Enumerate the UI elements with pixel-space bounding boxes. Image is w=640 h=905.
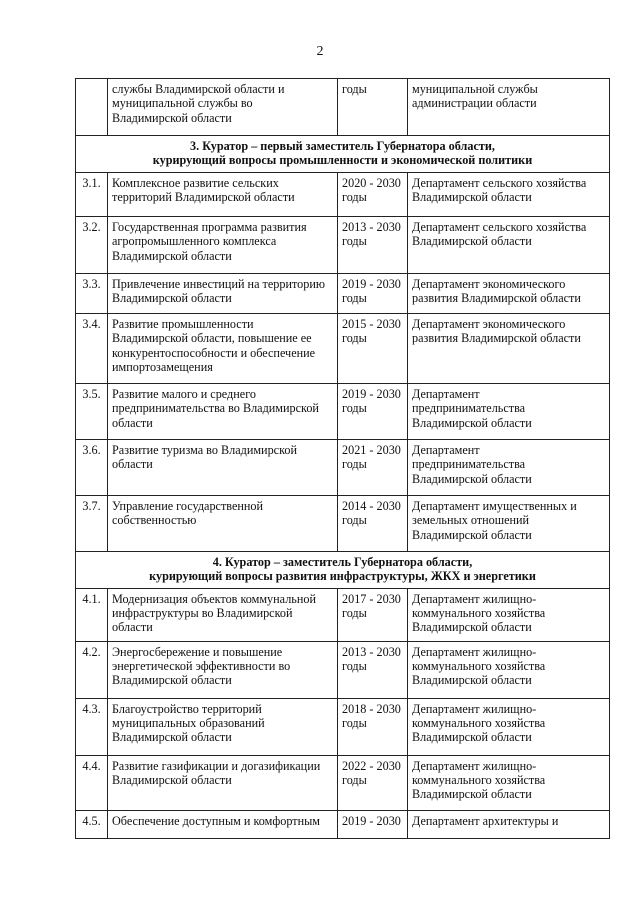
table-row [76, 383, 610, 439]
cell-line: предпринимательства во Владимирской [112, 401, 319, 416]
program-name [108, 216, 338, 273]
table-row [76, 755, 610, 810]
cell-line: Департамент архитектуры и [412, 813, 559, 828]
program-name [108, 313, 338, 383]
cell-line: собственностью [112, 513, 197, 528]
responsible-department [408, 273, 610, 313]
cell-line: Владимирской области [412, 471, 532, 486]
cell-line: администрации области [412, 96, 537, 111]
responsible-department [408, 216, 610, 273]
cell-line: энергетической эффективности во [112, 659, 291, 674]
cell-line: Департамент жилищно- [412, 701, 537, 716]
cell-line: Развитие промышленности [112, 316, 254, 331]
cell-line: Развитие малого и среднего [112, 386, 256, 401]
cell-line: 4. Куратор – заместитель Губернатора области, [212, 554, 473, 569]
cell-line: 2013 - 2030 [342, 219, 401, 234]
program-name [108, 273, 338, 313]
responsible-department [408, 810, 610, 838]
cell-line: Владимирской области [112, 773, 232, 788]
table-row [76, 79, 610, 136]
row-number: 4.5. [76, 810, 108, 838]
cell-line: годы [342, 190, 367, 205]
program-years [338, 698, 408, 755]
program-years [338, 79, 408, 136]
cell-line: области [112, 415, 153, 430]
program-name [108, 810, 338, 838]
cell-line: 2019 - 2030 [342, 386, 401, 401]
cell-line: Развитие газификации и догазификации [112, 758, 321, 773]
table-row [76, 588, 610, 641]
cell-line: территорий Владимирской области [112, 190, 295, 205]
table-row [76, 172, 610, 216]
program-name [108, 439, 338, 495]
cell-line: Департамент экономического [412, 276, 566, 291]
cell-line: Владимирской области [412, 234, 532, 249]
cell-line: годы [342, 716, 367, 731]
section-title [76, 136, 610, 173]
cell-line: Департамент жилищно- [412, 591, 537, 606]
cell-line: инфраструктуры во Владимирской [112, 606, 293, 621]
responsible-department [408, 698, 610, 755]
program-name [108, 495, 338, 551]
cell-line: службы Владимирской области и [112, 82, 285, 96]
cell-line: коммунального хозяйства [412, 606, 546, 621]
table-row [76, 641, 610, 698]
cell-line: годы [342, 659, 367, 674]
cell-line: Владимирской области [112, 291, 232, 306]
cell-line: импортозамещения [112, 360, 213, 375]
cell-line: 2015 - 2030 [342, 316, 401, 331]
cell-line: Департамент сельского хозяйства [412, 175, 587, 190]
cell-line: коммунального хозяйства [412, 773, 546, 788]
cell-line: годы [342, 291, 367, 306]
cell-line: Владимирской области [412, 415, 532, 430]
cell-line: 2022 - 2030 [342, 758, 401, 773]
row-number: 3.1. [76, 172, 108, 216]
cell-line: 2019 - 2030 [342, 813, 401, 828]
cell-line: Департамент экономического [412, 316, 566, 331]
programs-table [75, 78, 610, 839]
cell-line: курирующий вопросы развития инфраструктуры, ЖКХ и энергетики [149, 569, 536, 584]
cell-line: Департамент сельского хозяйства [412, 219, 587, 234]
cell-line: Модернизация объектов коммунальной [112, 591, 316, 606]
cell-line: 2020 - 2030 [342, 175, 401, 190]
program-name [108, 383, 338, 439]
cell-line: области [112, 620, 153, 635]
cell-line: Владимирской области [412, 673, 532, 688]
program-name [108, 641, 338, 698]
cell-line: 2014 - 2030 [342, 498, 401, 513]
table-row [76, 810, 610, 838]
cell-line: Обеспечение доступным и комфортным [112, 813, 321, 828]
section-header-row [76, 551, 610, 588]
table-row [76, 698, 610, 755]
program-years [338, 383, 408, 439]
program-years [338, 172, 408, 216]
cell-line: Департамент [412, 386, 480, 401]
cell-line: Владимирской области [112, 730, 232, 745]
cell-line: Владимирской области, повышение ее [112, 331, 312, 346]
section-header-row [76, 136, 610, 173]
program-years [338, 495, 408, 551]
cell-line: муниципальных образований [112, 716, 265, 731]
cell-line: Государственная программа развития [112, 219, 307, 234]
section-title [76, 551, 610, 588]
cell-line: годы [342, 606, 367, 621]
cell-line: Владимирской области [412, 527, 532, 542]
row-number: 3.6. [76, 439, 108, 495]
cell-line: агропромышленного комплекса [112, 234, 277, 249]
row-number: 4.4. [76, 755, 108, 810]
program-years [338, 273, 408, 313]
cell-line: Владимирской области [112, 110, 232, 125]
cell-line: 2018 - 2030 [342, 701, 401, 716]
cell-line: 2019 - 2030 [342, 276, 401, 291]
program-years [338, 755, 408, 810]
cell-line: 3. Куратор – первый заместитель Губернатора области, [190, 139, 495, 153]
cell-line: муниципальной службы [412, 82, 538, 96]
cell-line: коммунального хозяйства [412, 659, 546, 674]
responsible-department [408, 439, 610, 495]
row-number: 4.1. [76, 588, 108, 641]
program-name [108, 79, 338, 136]
row-number: 3.5. [76, 383, 108, 439]
row-number: 3.4. [76, 313, 108, 383]
responsible-department [408, 172, 610, 216]
cell-line: Департамент жилищно- [412, 758, 537, 773]
cell-line: Благоустройство территорий [112, 701, 262, 716]
cell-line: Департамент имущественных и [412, 498, 577, 513]
cell-line: Владимирской области [412, 787, 532, 802]
cell-line: развития Владимирской области [412, 331, 581, 346]
cell-line: муниципальной службы во [112, 96, 253, 111]
table-row [76, 273, 610, 313]
cell-line: годы [342, 82, 367, 96]
program-name [108, 172, 338, 216]
cell-line: конкурентоспособности и обеспечение [112, 345, 316, 360]
cell-line: Департамент жилищно- [412, 644, 537, 659]
responsible-department [408, 383, 610, 439]
row-number: 3.2. [76, 216, 108, 273]
cell-line: Департамент [412, 442, 480, 457]
program-name [108, 588, 338, 641]
cell-line: годы [342, 513, 367, 528]
cell-line: Энергосбережение и повышение [112, 644, 283, 659]
cell-line: Владимирской области [412, 730, 532, 745]
cell-line: Управление государственной [112, 498, 264, 513]
cell-line: предпринимательства [412, 457, 526, 472]
cell-line: годы [342, 331, 367, 346]
program-name [108, 698, 338, 755]
responsible-department [408, 495, 610, 551]
program-years [338, 439, 408, 495]
row-number: 4.3. [76, 698, 108, 755]
table-row [76, 495, 610, 551]
program-name [108, 755, 338, 810]
table-row [76, 313, 610, 383]
program-years [338, 313, 408, 383]
program-years [338, 810, 408, 838]
program-years [338, 641, 408, 698]
cell-line: 2017 - 2030 [342, 591, 401, 606]
cell-line: Привлечение инвестиций на территорию [112, 276, 325, 291]
row-number: 3.7. [76, 495, 108, 551]
responsible-department [408, 755, 610, 810]
cell-line: Комплексное развитие сельских [112, 175, 279, 190]
responsible-department [408, 79, 610, 136]
cell-line: земельных отношений [412, 513, 530, 528]
cell-line: развития Владимирской области [412, 291, 581, 306]
cell-line: курирующий вопросы промышленности и экономической политики [152, 153, 533, 168]
responsible-department [408, 313, 610, 383]
cell-line: годы [342, 401, 367, 416]
cell-line: области [112, 457, 153, 472]
row-number: 3.3. [76, 273, 108, 313]
cell-line: 2013 - 2030 [342, 644, 401, 659]
cell-line: Владимирской области [412, 190, 532, 205]
cell-line: Развитие туризма во Владимирской [112, 442, 297, 457]
table-row [76, 439, 610, 495]
program-years [338, 216, 408, 273]
page-number: 2 [316, 44, 324, 59]
cell-line: 2021 - 2030 [342, 442, 401, 457]
cell-line: предпринимательства [412, 401, 526, 416]
row-number [76, 79, 108, 136]
cell-line: годы [342, 234, 367, 249]
cell-line: Владимирской области [412, 620, 532, 635]
table-row [76, 216, 610, 273]
cell-line: Владимирской области [112, 673, 232, 688]
responsible-department [408, 588, 610, 641]
cell-line: коммунального хозяйства [412, 716, 546, 731]
cell-line: годы [342, 457, 367, 472]
row-number: 4.2. [76, 641, 108, 698]
responsible-department [408, 641, 610, 698]
cell-line: годы [342, 773, 367, 788]
program-years [338, 588, 408, 641]
cell-line: Владимирской области [112, 248, 232, 263]
